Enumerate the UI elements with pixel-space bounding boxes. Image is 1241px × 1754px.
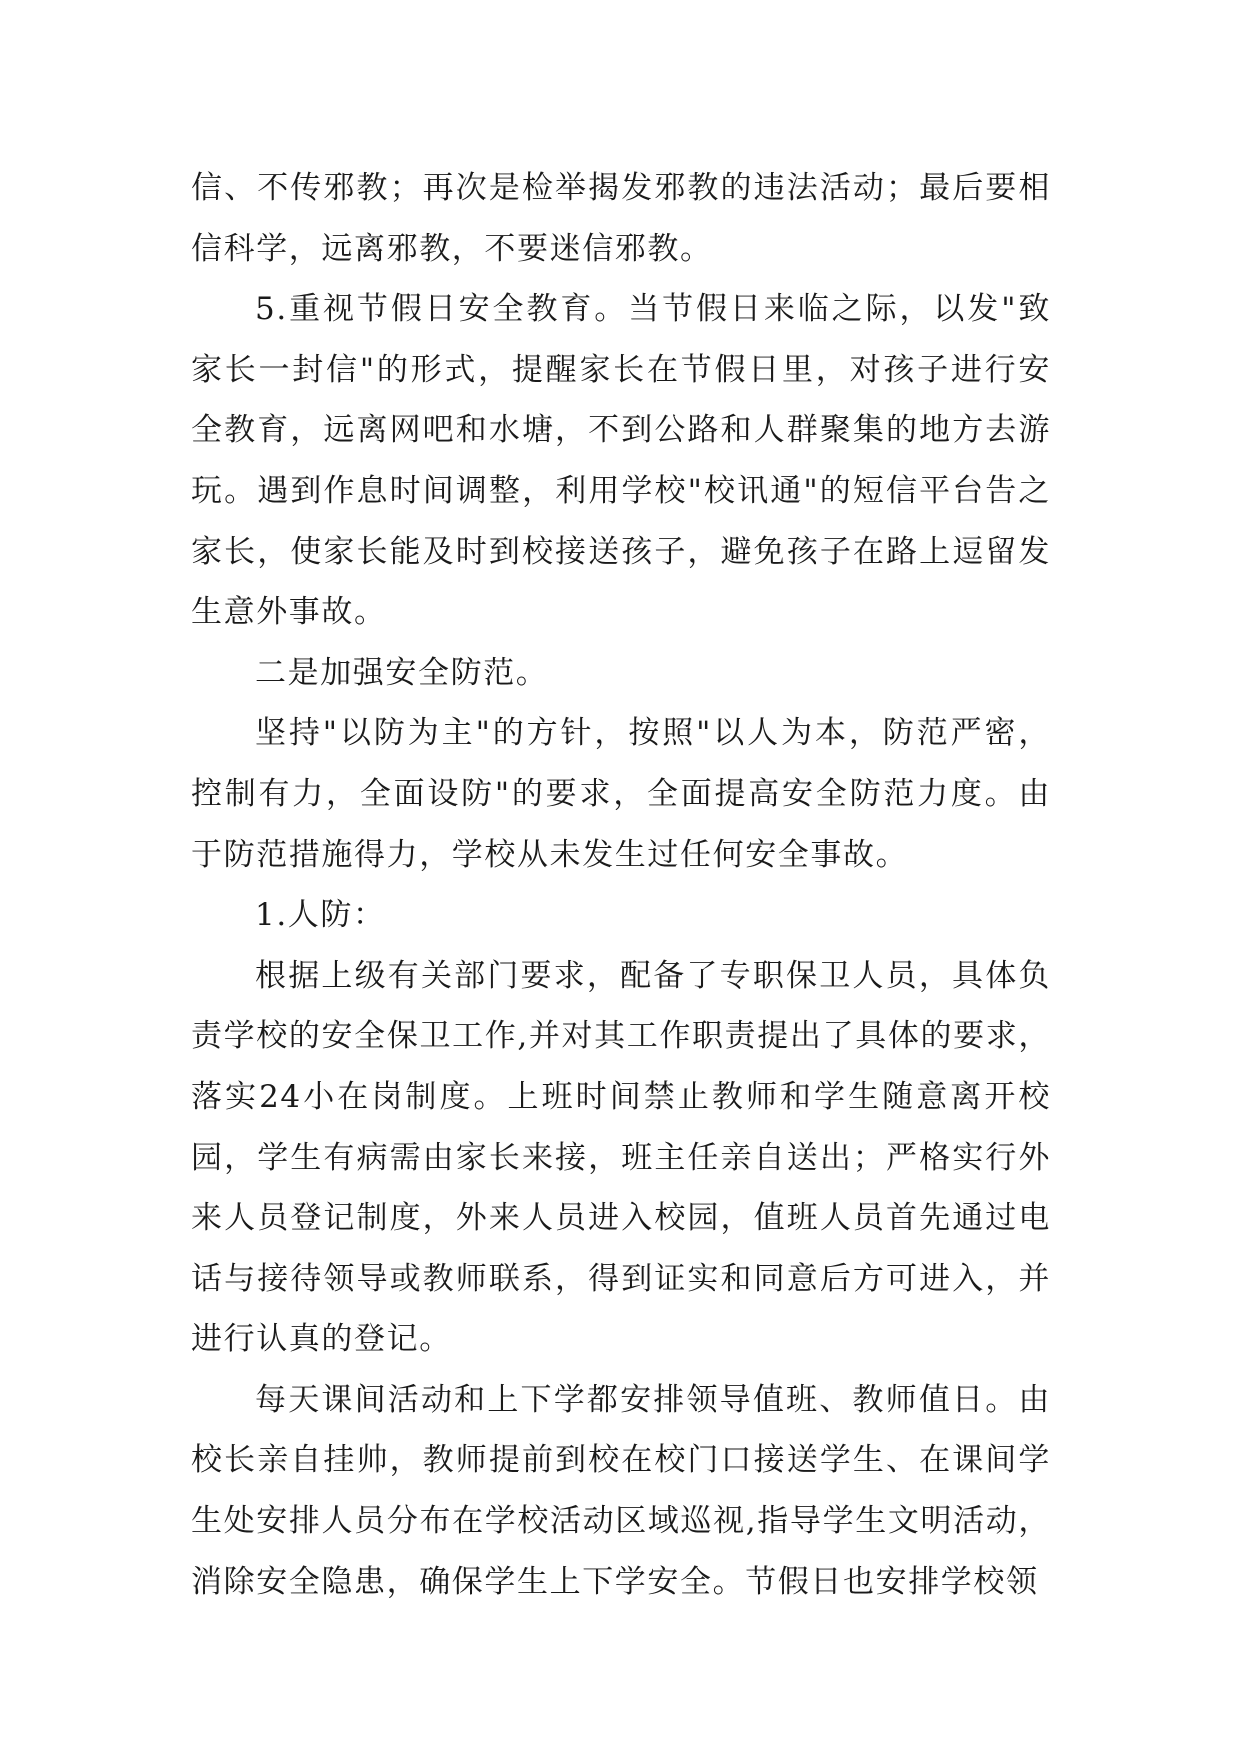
subheading-personnel-defense: 1.人防： [255, 897, 386, 934]
paragraph-continuation: 信、不传邪教；再次是检举揭发邪教的违法活动；最后要相信科学，远离邪教，不要迷信邪教。 [191, 170, 1051, 267]
document-body [191, 158, 1051, 1612]
paragraph-security-staff: 根据上级有关部门要求，配备了专职保卫人员，具体负责学校的安全保卫工作,并对其工作职责提出了具体的要求，落实24小在岗制度。上班时间禁止教师和学生随意离开校园，学生有病需由家长来接，班主任亲自送出；严格实行外来人员登记制度，外来人员进入校园，值班人员首先通过电话与接待领导或教师联系，得到证实和同意后方可进入，并进行认真的登记。 [191, 957, 1051, 1358]
paragraph-prevention-policy: 坚持"以防为主"的方针，按照"以人为本，防范严密，控制有力，全面设防"的要求，全面提高安全防范力度。由于防范措施得力，学校从未发生过任何安全事故。 [191, 715, 1051, 873]
section-heading-prevention: 二是加强安全防范。 [255, 654, 549, 691]
paragraph-holiday-safety: 5.重视节假日安全教育。当节假日来临之际，以发"致家长一封信"的形式，提醒家长在节假日里，对孩子进行安全教育，远离网吧和水塘，不到公路和人群聚集的地方去游玩。遇到作息时间调整，利用学校"校讯通"的短信平台告之家长，使家长能及时到校接送孩子，避免孩子在路上逗留发生意外事故。 [191, 291, 1051, 631]
paragraph-duty-schedule: 每天课间活动和上下学都安排领导值班、教师值日。由校长亲自挂帅，教师提前到校在校门口接送学生、在课间学生处安排人员分布在学校活动区域巡视,指导学生文明活动，消除安全隐患，确保学生上下学安全。节假日也安排学校领 [191, 1381, 1051, 1600]
